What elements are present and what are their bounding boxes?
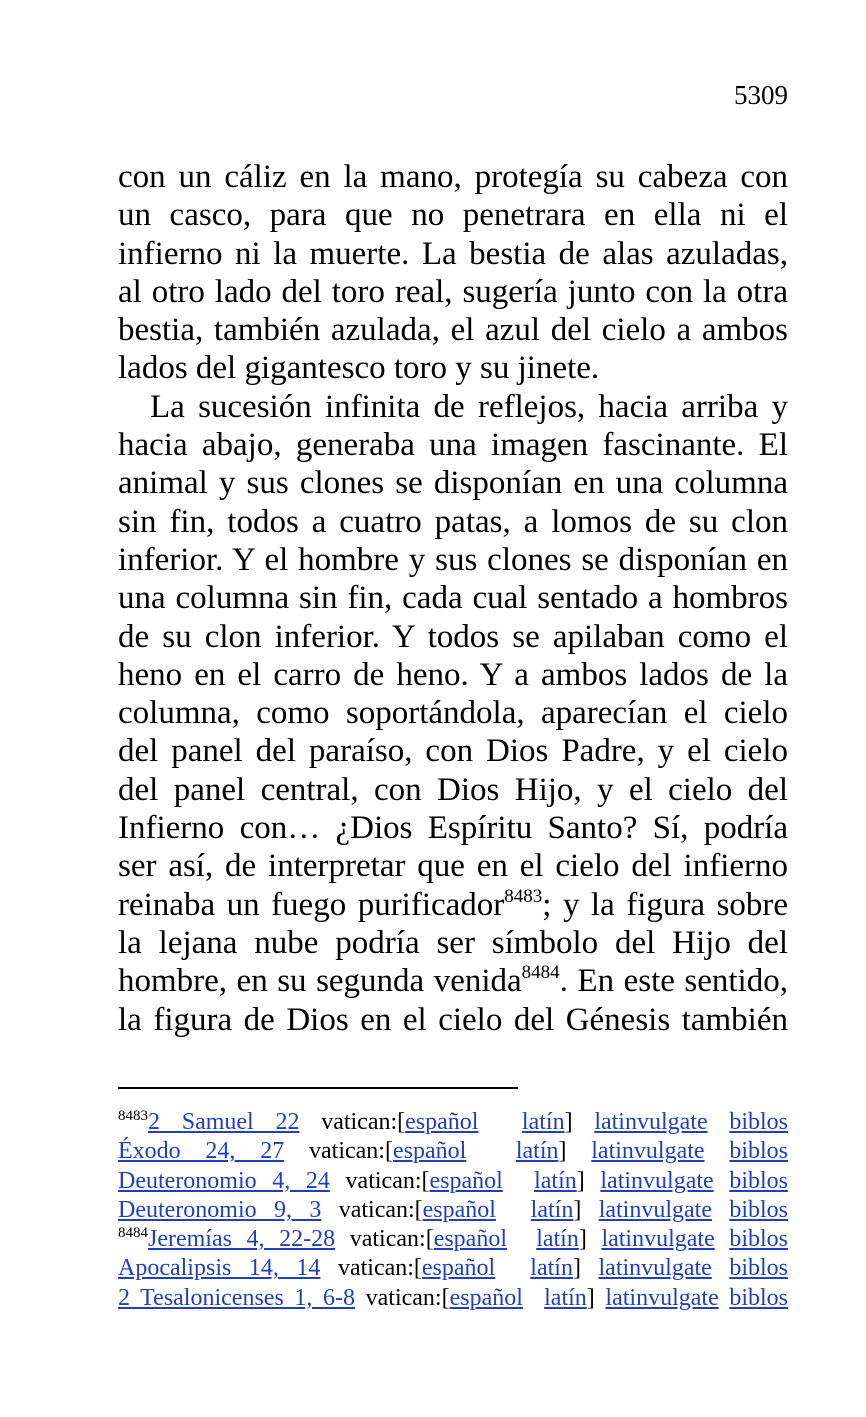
body-line: infierno ni la muerte. La bestia de alas azuladas, — [118, 235, 788, 272]
body-line: inferior. Y el hombre y sus clones se disponían en — [118, 541, 788, 578]
vatican-label: vatican:[ — [321, 1109, 406, 1135]
body-line: con un cáliz en la mano, protegía su cabeza con — [118, 159, 788, 195]
body-line: La sucesión infinita de reflejos, hacia arriba y — [150, 388, 788, 425]
vatican-close: ] — [576, 1167, 585, 1194]
body-line: sin fin, todos a cuatro patas, a lomos de su clon — [118, 503, 788, 540]
body-line: de su clon inferior. Y todos se apilaban como el — [118, 618, 788, 655]
latin-link[interactable]: latín — [530, 1255, 573, 1282]
espanol-link[interactable]: español — [421, 1255, 496, 1282]
vatican-close: ] — [564, 1109, 573, 1135]
latin-link[interactable]: latín — [534, 1167, 577, 1194]
vatican-label: vatican:[ — [309, 1138, 393, 1165]
bible-reference-link[interactable]: Deuteronomio 9, 3 — [118, 1196, 322, 1223]
footnote-line — [118, 1284, 788, 1313]
bible-reference-link[interactable]: Éxodo 24, 27 — [118, 1138, 285, 1165]
latinvulgate-link[interactable]: latinvulgate — [605, 1284, 719, 1311]
body-line: del panel central, con Dios Hijo, y el cielo del — [118, 771, 788, 808]
body-line: ser así, de interpretar que en el cielo del infierno — [118, 848, 788, 885]
vatican-close: ] — [586, 1284, 595, 1311]
vatican-links — [346, 1168, 585, 1194]
body-line: lados del gigantesco toro y su jinete. — [118, 350, 600, 387]
vatican-links — [338, 1255, 581, 1281]
footnote-line — [118, 1167, 788, 1196]
bible-reference-link[interactable]: Apocalipsis 14, 14 — [118, 1255, 321, 1282]
page-number: 5309 — [734, 80, 788, 110]
footnote-line — [118, 1196, 788, 1225]
body-line: hombre, en su segunda venida$^{8484}$. En este sentido, — [118, 962, 788, 1000]
body-line: heno en el carro de heno. Y a ambos lados de la — [118, 656, 788, 693]
vatican-links — [366, 1285, 595, 1311]
espanol-link[interactable]: español — [429, 1167, 503, 1194]
latinvulgate-link[interactable]: latinvulgate — [598, 1255, 712, 1282]
vatican-label: vatican:[ — [349, 1226, 434, 1253]
vatican-links — [350, 1226, 587, 1252]
body-line: al otro lado del toro real, sugería junto con la otra — [118, 273, 788, 310]
vatican-label: vatican:[ — [345, 1167, 430, 1194]
footnote-line — [118, 1254, 788, 1283]
vatican-label: vatican:[ — [338, 1196, 423, 1223]
body-line: del panel del paraíso, con Dios Padre, y el cielo — [118, 733, 788, 770]
biblos-link[interactable]: biblos — [729, 1255, 789, 1282]
latinvulgate-link[interactable]: latinvulgate — [591, 1138, 705, 1165]
body-line: columna, como soportándola, aparecían el cielo — [118, 695, 788, 732]
vatican-links — [321, 1109, 572, 1135]
footnote-line — [118, 1225, 788, 1254]
footnote-line — [118, 1137, 788, 1166]
footnote-number: 8484 — [118, 1225, 148, 1242]
body-line: reinaba un fuego purificador$^{8483}$; y la figura sobre — [118, 885, 788, 923]
biblos-link[interactable]: biblos — [729, 1138, 789, 1165]
footnote-number: 8483 — [118, 1108, 148, 1124]
espanol-link[interactable]: español — [433, 1226, 507, 1253]
latin-link[interactable]: latín — [521, 1109, 565, 1135]
biblos-link[interactable]: biblos — [729, 1196, 789, 1223]
bible-reference-link[interactable]: Jeremías 4, 22-28 — [148, 1226, 336, 1253]
latinvulgate-link[interactable]: latinvulgate — [601, 1226, 715, 1253]
footnote-reference: 8484 — [521, 962, 560, 984]
latinvulgate-link[interactable]: latinvulgate — [600, 1167, 714, 1194]
body-line: animal y sus clones se disponían en una columna — [118, 465, 788, 502]
vatican-links — [339, 1197, 582, 1223]
body-line: Infierno con… ¿Dios Espíritu Santo? Sí, podría — [118, 810, 788, 847]
espanol-link[interactable]: español — [392, 1138, 467, 1165]
biblos-link[interactable]: biblos — [729, 1284, 789, 1311]
biblos-link[interactable]: biblos — [729, 1226, 789, 1253]
footnote-reference: 8483 — [504, 885, 543, 907]
vatican-close: ] — [578, 1226, 587, 1253]
latin-link[interactable]: latín — [530, 1196, 574, 1223]
body-text — [118, 158, 788, 1039]
vatican-label: vatican:[ — [365, 1284, 450, 1311]
latin-link[interactable]: latín — [544, 1284, 587, 1311]
bible-reference-link[interactable]: 2 Tesalonicenses 1, 6-8 — [118, 1284, 356, 1311]
latin-link[interactable]: latín — [536, 1226, 579, 1253]
latin-link[interactable]: latín — [515, 1138, 559, 1165]
vatican-label: vatican:[ — [337, 1255, 422, 1282]
footnotes — [118, 1108, 788, 1313]
latinvulgate-link[interactable]: latinvulgate — [594, 1109, 708, 1135]
bible-reference-link[interactable]: Deuteronomio 4, 24 — [118, 1167, 330, 1194]
body-line: bestia, también azulada, el azul del cielo a ambos — [118, 312, 788, 349]
espanol-link[interactable]: español — [422, 1196, 496, 1223]
vatican-close: ] — [573, 1196, 582, 1223]
vatican-links — [309, 1138, 566, 1164]
latinvulgate-link[interactable]: latinvulgate — [598, 1196, 712, 1223]
footnote-line — [118, 1108, 788, 1137]
body-line: un casco, para que no penetrara en ella ni el — [118, 197, 788, 234]
body-line: la lejana nube podría ser símbolo del Hijo del — [118, 924, 788, 961]
vatican-close: ] — [572, 1255, 581, 1282]
bible-reference-link[interactable]: 2 Samuel 22 — [148, 1109, 300, 1135]
espanol-link[interactable]: español — [405, 1109, 479, 1135]
vatican-close: ] — [558, 1138, 567, 1165]
body-line: una columna sin fin, cada cual sentado a hombros — [118, 580, 788, 617]
biblos-link[interactable]: biblos — [729, 1167, 789, 1194]
body-line: la figura de Dios en el cielo del Génesis también — [118, 1001, 788, 1038]
body-line: hacia abajo, generaba una imagen fascinante. El — [118, 427, 788, 464]
footnote-separator — [118, 1087, 518, 1089]
biblos-link[interactable]: biblos — [729, 1109, 789, 1135]
espanol-link[interactable]: español — [449, 1284, 523, 1311]
